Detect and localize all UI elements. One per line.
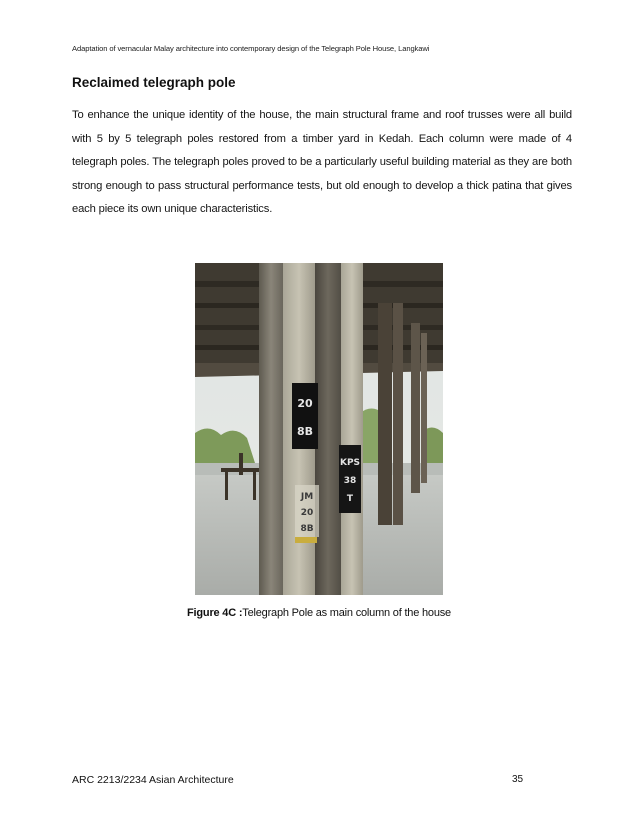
figure-caption-label: Figure 4C :	[187, 607, 243, 619]
figure-caption	[0, 607, 638, 619]
body-paragraph: To enhance the unique identity of the house, the main structural frame and roof trusses were all build with 5 by 5 telegraph poles restored from a timber yard in Kedah. Each column were made of 4 telegraph poles. The telegraph poles proved to be a particularly useful building material as they are both strong enough to pass structural performance tests, but old enough to develop a thick patina that gives each piece its own unique characteristics.	[72, 109, 572, 215]
pole-tag-3-line-2: 20	[300, 508, 314, 518]
footer-course: ARC 2213/2234 Asian Architecture	[72, 774, 234, 786]
pole-tag-3-line-1: JM	[300, 492, 314, 502]
telegraph-pole-photo	[195, 263, 443, 595]
figure-caption-text: Telegraph Pole as main column of the house	[242, 607, 451, 619]
pole-tag-2-line-3: T	[346, 494, 354, 504]
pole-tag-2-line-1: KPS	[339, 458, 361, 468]
pole-tag-3-line-3: 8B	[300, 524, 314, 534]
pole-tag-2-line-2: 38	[343, 476, 357, 486]
pole-tag-1-line-1: 20	[297, 397, 313, 410]
page-number: 35	[512, 774, 524, 785]
section-heading: Reclaimed telegraph pole	[72, 75, 236, 90]
pole-tag-1-line-2: 8B	[296, 425, 314, 438]
running-header: Adaptation of vernacular Malay architecture into contemporary design of the Telegraph Pole House, Langkawi	[72, 44, 430, 53]
